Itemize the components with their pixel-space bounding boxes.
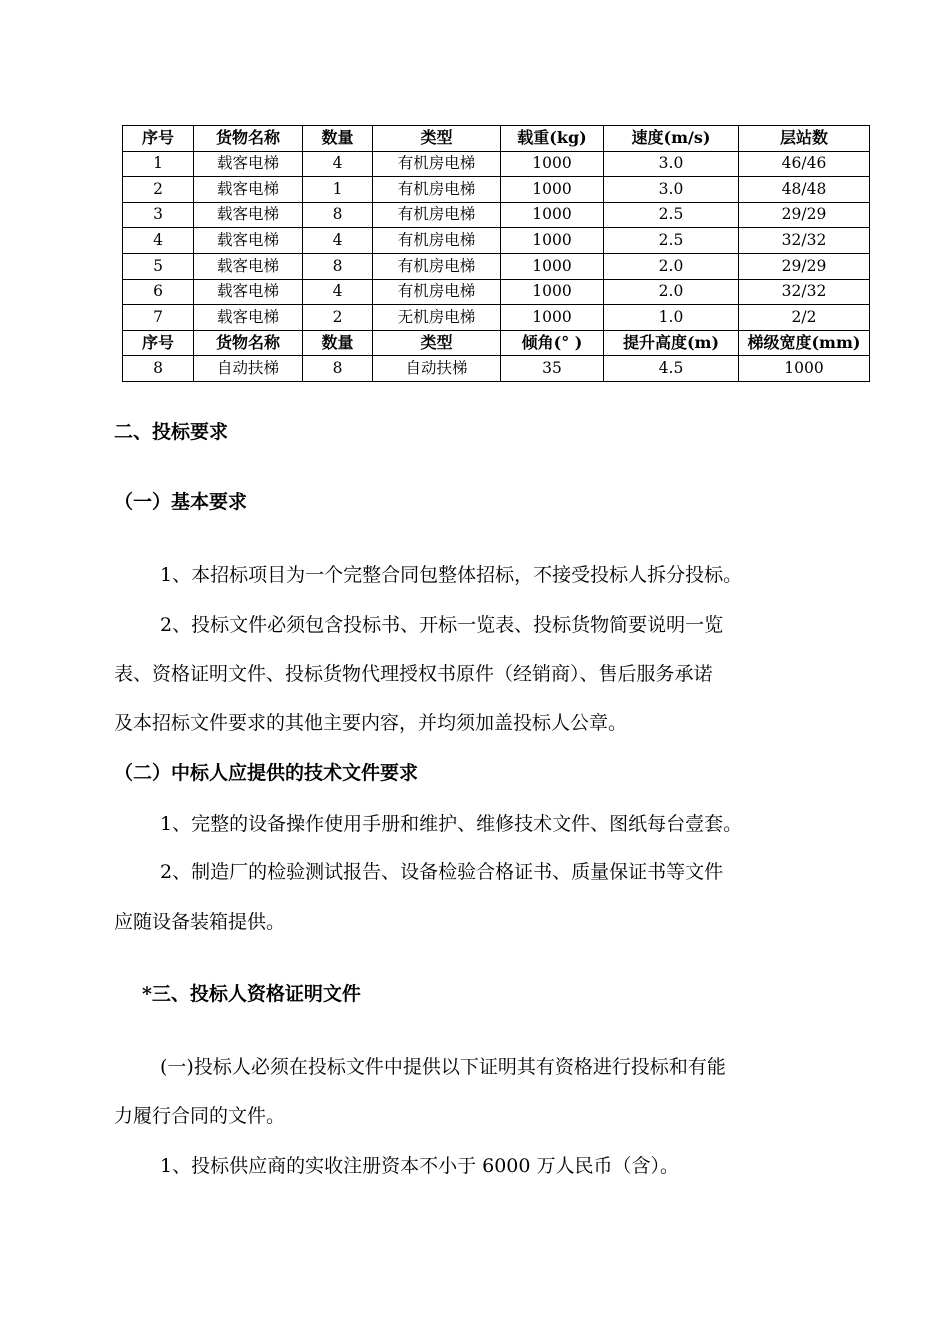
table-cell: 4.5	[604, 356, 739, 382]
table-row	[123, 279, 870, 305]
table-cell: 载客电梯	[194, 202, 303, 228]
table-cell: 3.0	[604, 177, 739, 203]
table-cell: 2.0	[604, 253, 739, 279]
table-cell: 载客电梯	[194, 253, 303, 279]
table-cell: 2.0	[604, 279, 739, 305]
table-cell: 载客电梯	[194, 177, 303, 203]
table-cell: 2	[303, 305, 373, 331]
table-cell: 1000	[501, 305, 604, 331]
table-row	[123, 151, 870, 177]
table-header-cell: 序号	[123, 330, 194, 356]
table-cell: 载客电梯	[194, 228, 303, 254]
table-cell: 有机房电梯	[373, 202, 501, 228]
table-cell: 有机房电梯	[373, 279, 501, 305]
table-cell: 8	[303, 253, 373, 279]
table-cell: 载客电梯	[194, 305, 303, 331]
table-header-cell: 类型	[373, 330, 501, 356]
table-cell: 2.5	[604, 202, 739, 228]
paragraph: 及本招标文件要求的其他主要内容，并均须加盖投标人公章。	[114, 712, 628, 734]
paragraph: (一)投标人必须在投标文件中提供以下证明其有资格进行投标和有能	[160, 1056, 726, 1078]
paragraph: 应随设备装箱提供。	[114, 911, 286, 933]
table-cell: 1000	[501, 228, 604, 254]
table-cell: 1000	[739, 356, 870, 382]
paragraph: 力履行合同的文件。	[114, 1105, 286, 1127]
table-cell: 1000	[501, 253, 604, 279]
table-cell: 自动扶梯	[194, 356, 303, 382]
section-2-subheading-basic: （一）基本要求	[114, 491, 248, 513]
table-header-cell: 速度(m/s)	[604, 126, 739, 152]
table-header-cell: 层站数	[739, 126, 870, 152]
table-cell: 7	[123, 305, 194, 331]
section-3-title: *三、投标人资格证明文件	[142, 983, 361, 1005]
table-cell: 8	[303, 356, 373, 382]
table-cell: 2/2	[739, 305, 870, 331]
table-header-cell: 类型	[373, 126, 501, 152]
table-header-cell: 数量	[303, 126, 373, 152]
table-cell: 无机房电梯	[373, 305, 501, 331]
table-cell: 8	[303, 202, 373, 228]
paragraph: 1、投标供应商的实收注册资本不小于 6000 万人民币（含）。	[160, 1155, 680, 1177]
table-cell: 4	[303, 228, 373, 254]
table-cell: 6	[123, 279, 194, 305]
table-cell: 8	[123, 356, 194, 382]
table-header-row	[123, 126, 870, 152]
paragraph: 1、完整的设备操作使用手册和维护、维修技术文件、图纸每台壹套。	[160, 813, 743, 835]
table-cell: 35	[501, 356, 604, 382]
table-cell: 有机房电梯	[373, 253, 501, 279]
paragraph: 1、本招标项目为一个完整合同包整体招标，不接受投标人拆分投标。	[160, 564, 743, 586]
table-cell: 1.0	[604, 305, 739, 331]
table-cell: 3	[123, 202, 194, 228]
table-cell: 4	[303, 279, 373, 305]
table-cell: 有机房电梯	[373, 151, 501, 177]
table-header-cell: 货物名称	[194, 126, 303, 152]
table-cell: 1000	[501, 202, 604, 228]
table-header-cell: 倾角(° )	[501, 330, 604, 356]
table-cell: 1000	[501, 177, 604, 203]
table-header-cell: 数量	[303, 330, 373, 356]
table-cell: 有机房电梯	[373, 177, 501, 203]
table-cell: 2.5	[604, 228, 739, 254]
table-cell: 4	[303, 151, 373, 177]
table-header-cell: 序号	[123, 126, 194, 152]
paragraph: 2、制造厂的检验测试报告、设备检验合格证书、质量保证书等文件	[160, 861, 724, 883]
table-cell: 32/32	[739, 279, 870, 305]
table-cell: 46/46	[739, 151, 870, 177]
elevator-spec-table	[122, 125, 870, 382]
table-cell: 自动扶梯	[373, 356, 501, 382]
table-cell: 4	[123, 228, 194, 254]
table-row	[123, 202, 870, 228]
paragraph: 表、资格证明文件、投标货物代理授权书原件（经销商）、售后服务承诺	[114, 663, 713, 685]
table-cell: 1000	[501, 279, 604, 305]
table-cell: 1	[303, 177, 373, 203]
table-cell: 1000	[501, 151, 604, 177]
table-header-cell: 提升高度(m)	[604, 330, 739, 356]
table-cell: 2	[123, 177, 194, 203]
table-row	[123, 253, 870, 279]
table-cell: 有机房电梯	[373, 228, 501, 254]
table-row	[123, 177, 870, 203]
table-header-cell: 载重(kg)	[501, 126, 604, 152]
table-cell: 29/29	[739, 202, 870, 228]
table-cell: 5	[123, 253, 194, 279]
table-cell: 载客电梯	[194, 279, 303, 305]
table-cell: 32/32	[739, 228, 870, 254]
table-cell: 29/29	[739, 253, 870, 279]
table-header-cell: 梯级宽度(mm)	[739, 330, 870, 356]
table-cell: 3.0	[604, 151, 739, 177]
table-row	[123, 228, 870, 254]
table-cell: 48/48	[739, 177, 870, 203]
table-cell: 1	[123, 151, 194, 177]
table-cell: 载客电梯	[194, 151, 303, 177]
table-header-row	[123, 330, 870, 356]
section-2-subheading-tech: （二）中标人应提供的技术文件要求	[114, 762, 419, 784]
table-row	[123, 356, 870, 382]
section-2-title: 二、投标要求	[114, 421, 229, 443]
table-header-cell: 货物名称	[194, 330, 303, 356]
table-row	[123, 305, 870, 331]
paragraph: 2、投标文件必须包含投标书、开标一览表、投标货物简要说明一览	[160, 614, 724, 636]
